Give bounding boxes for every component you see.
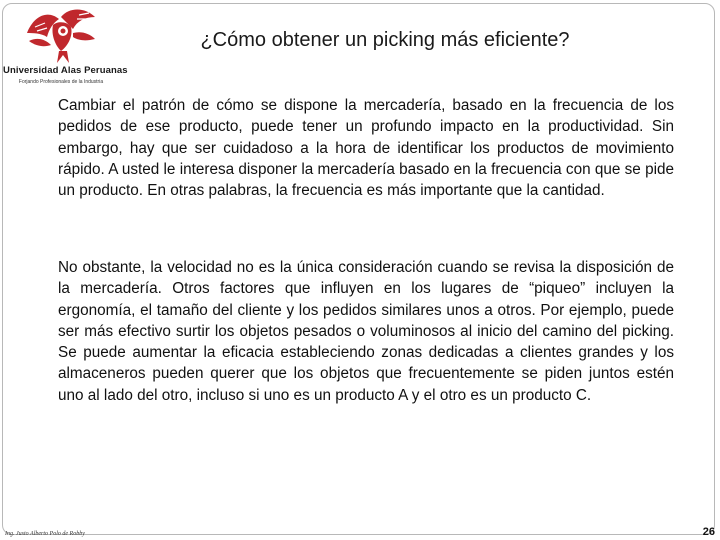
university-logo [3, 3, 128, 91]
footer-author: Ing. Justo Alberto Polo de Robby [5, 531, 85, 537]
paragraph-2: No obstante, la velocidad no es la única consideración cuando se revisa la disposición de la mercadería. Otros factores que influyen en los lugares de “piqueo” incluyen la ergonomía, el tamaño del cliente y los pedidos similares unos a otros. Por ejemplo, puede ser más efectivo surtir los objetos pesados o voluminosos al inicio del camino del picking. Se puede aumentar la eficacia estableciendo zonas dedicadas a clientes grandes y los almaceneros pueden querer que los objetos que frecuentemente se piden juntos estén uno al lado del otro, incluso si uno es un producto A y el otro es un producto C. [58, 259, 674, 404]
university-name: Universidad Alas Peruanas [3, 65, 128, 76]
paragraph-1: Cambiar el patrón de cómo se dispone la mercadería, basado en la frecuencia de los pedidos de ese producto, puede tener un profundo impacto en la productividad. Sin embargo, hay que ser cuidadoso a la hora de identificar los productos de movimiento rápido. A usted le interesa disponer la mercadería basado en la frecuencia con que se pide un producto. En otras palabras, la frecuencia es más importante que la cantidad. [58, 97, 674, 200]
university-tagline: Forjando Profesionales de la Industria [18, 79, 104, 85]
slide-title: ¿Cómo obtener un picking más eficiente? [200, 29, 570, 51]
page-number: 26 [702, 526, 715, 538]
condor-emblem-icon [23, 3, 99, 65]
